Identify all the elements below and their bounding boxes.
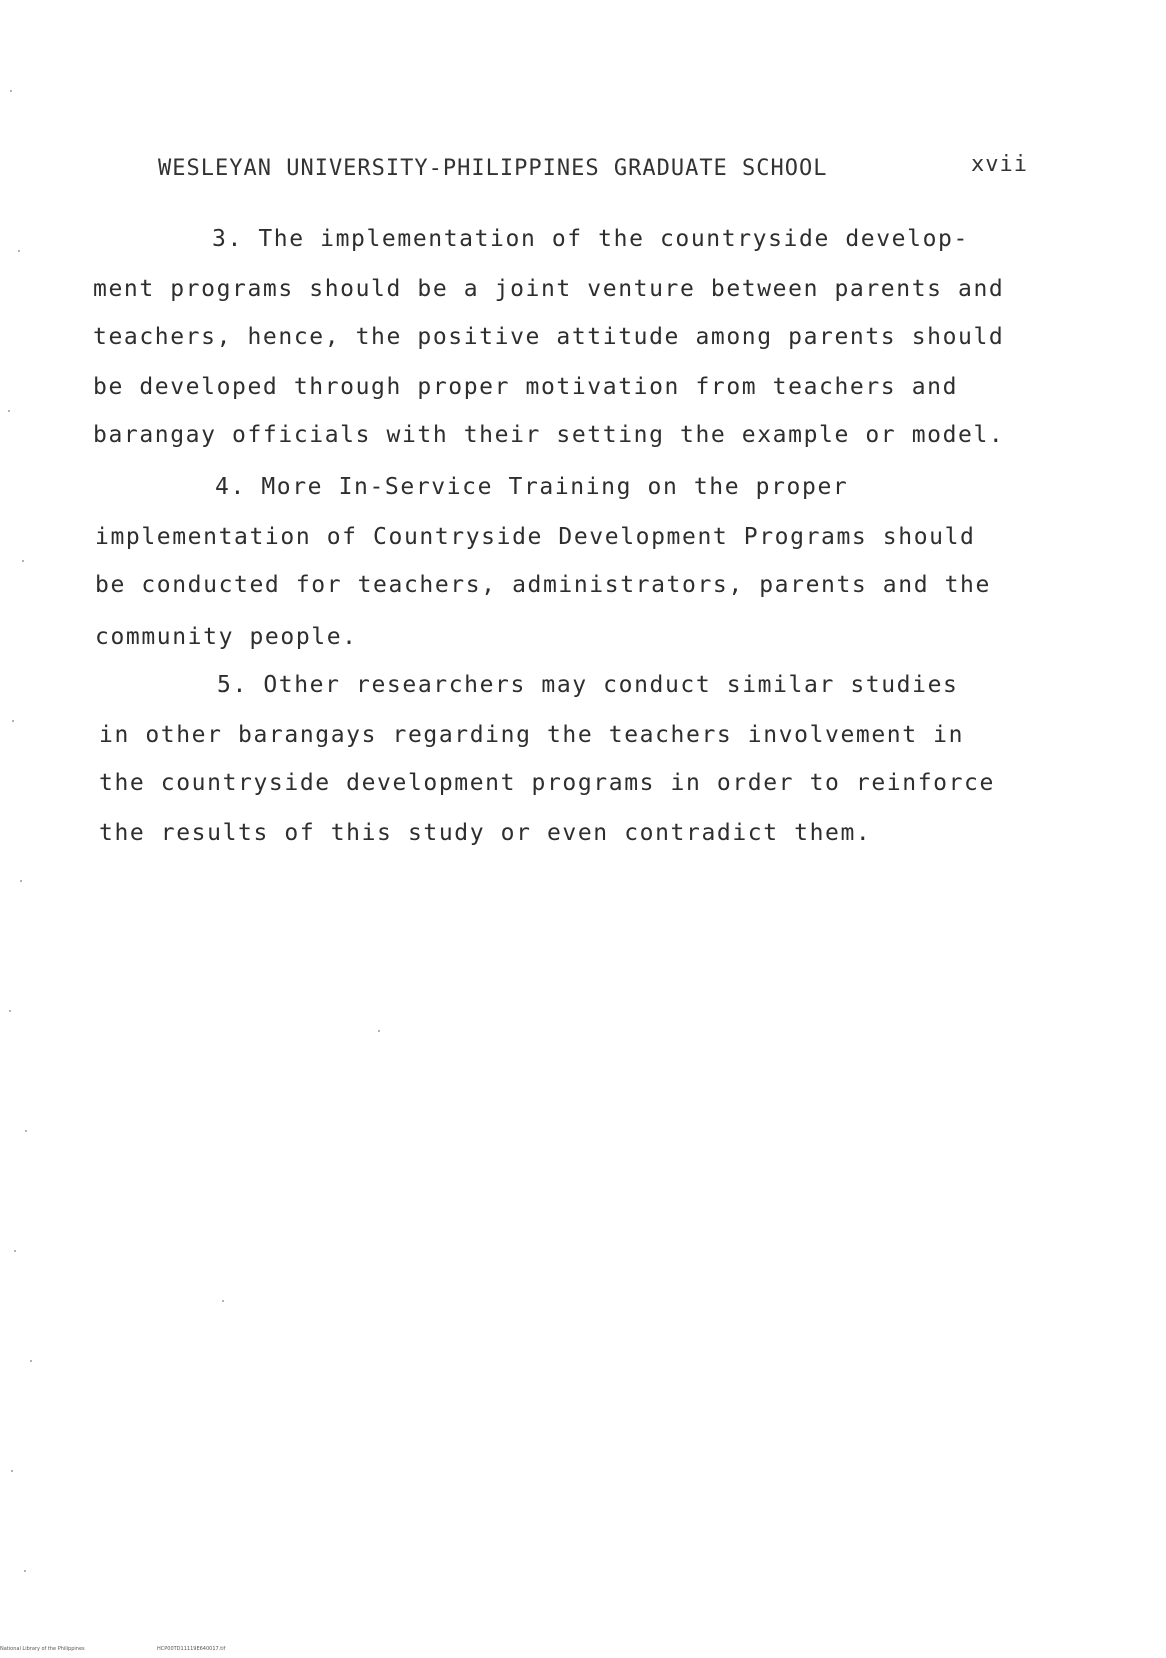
recommendation-4-line: community people. — [95, 624, 358, 650]
recommendation-5-line: the results of this study or even contradict them. — [99, 820, 872, 846]
recommendation-3-line: ment programs should be a joint venture between parents and — [93, 276, 1005, 302]
recommendation-4-line: 4. More In-Service Training on the proper — [215, 474, 849, 500]
scan-speck — [8, 410, 10, 412]
scan-speck — [25, 1130, 27, 1132]
scan-speck — [24, 1570, 26, 1572]
footer-library: National Library of the Philippines — [0, 1646, 85, 1652]
scan-speck — [18, 250, 20, 252]
footer-file-code: HCP00TD11119E640017.tif — [157, 1646, 226, 1652]
recommendation-5-line: in other barangays regarding the teachers involvement in — [99, 722, 965, 748]
page-header — [158, 152, 1028, 186]
header-title: WESLEYAN UNIVERSITY-PHILIPPINES GRADUATE SCHOOL — [158, 156, 828, 181]
scan-speck — [12, 720, 14, 722]
scan-footer — [0, 1646, 226, 1652]
recommendation-3-line: teachers, hence, the positive attitude among parents should — [93, 324, 1005, 350]
scan-speck — [10, 90, 12, 92]
scan-speck — [11, 1470, 13, 1472]
recommendation-4-line: implementation of Countryside Development Programs should — [95, 524, 976, 550]
recommendation-4-line: be conducted for teachers, administrators, parents and the — [95, 572, 991, 598]
recommendation-5-line: 5. Other researchers may conduct similar studies — [217, 672, 959, 698]
recommendation-5-line: the countryside development programs in order to reinforce — [99, 770, 995, 796]
scan-speck — [14, 1250, 16, 1252]
recommendation-3-line: barangay officials with their setting the example or model. — [93, 422, 1005, 448]
recommendation-3-line: be developed through proper motivation from teachers and — [93, 374, 959, 400]
recommendation-3-line: 3. The implementation of the countryside develop- — [212, 226, 969, 252]
scan-speck — [20, 880, 22, 882]
page-number: xvii — [971, 152, 1028, 177]
scan-speck — [22, 560, 24, 562]
scan-speck — [30, 1360, 32, 1362]
scan-speck — [222, 1300, 224, 1302]
scan-speck — [9, 1010, 11, 1012]
scan-speck — [378, 1030, 380, 1032]
